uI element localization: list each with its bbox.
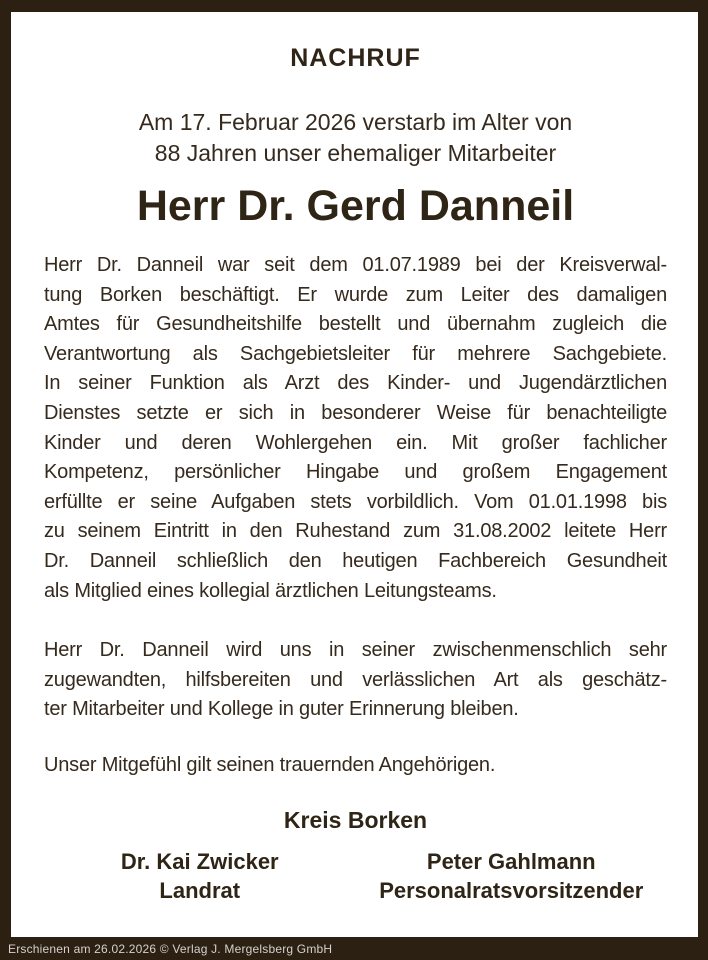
- signature-landrat: [44, 847, 356, 905]
- intro-text: [44, 107, 667, 169]
- obituary-content: [11, 12, 698, 937]
- signature-role: Personalratsvorsitzender: [379, 877, 644, 903]
- intro-line-1: Am 17. Februar 2026 verstarb im Alter von: [138, 109, 573, 135]
- body-line: zu seinem Eintritt in den Ruhestand zum 31.08.2002 leitete Herr: [44, 520, 667, 543]
- footer-bar: [0, 937, 708, 960]
- paragraph-remembrance: [44, 636, 667, 725]
- body-line: als Mitglied eines kollegial ärztlichen Leitungsteams.: [44, 579, 497, 602]
- body-line: zugewandten, hilfsbereiten und verlässlichen Art als geschätz-: [44, 668, 667, 691]
- obituary-body: [44, 251, 667, 781]
- body-line: tung Borken beschäftigt. Er wurde zum Leiter des damaligen: [44, 283, 667, 306]
- signature-role: Landrat: [159, 877, 241, 903]
- paragraph-condolence: [44, 751, 667, 781]
- body-line: Herr Dr. Danneil war seit dem 01.07.1989 bei der Kreisverwal-: [44, 254, 667, 276]
- imprint-text: Erschienen am 26.02.2026 © Verlag J. Mergelsberg GmbH: [8, 941, 333, 956]
- body-line: Kompetenz, persönlicher Hingabe und großem Engagement: [44, 461, 667, 484]
- body-line: In seiner Funktion als Arzt des Kinder- und Jugendärztlichen: [44, 372, 667, 395]
- deceased-name: Herr Dr. Gerd Danneil: [136, 182, 575, 230]
- body-line: Kinder und deren Wohlergehen ein. Mit großer fachlicher: [44, 431, 667, 454]
- signature-personalrat: [356, 847, 668, 905]
- body-line: Dienstes setzte er sich in besonderer Weise für benachteiligte: [44, 401, 667, 424]
- signature-name: Peter Gahlmann: [426, 848, 596, 874]
- organization-name: Kreis Borken: [283, 806, 428, 833]
- body-line: Dr. Danneil schließlich den heutigen Fachbereich Gesundheit: [44, 549, 667, 572]
- body-line: Unser Mitgefühl gilt seinen trauernden Angehörigen.: [44, 753, 496, 776]
- signature-name: Dr. Kai Zwicker: [120, 848, 279, 874]
- body-line: Amtes für Gesundheitshilfe bestellt und übernahm zugleich die: [44, 313, 667, 336]
- body-line: ter Mitarbeiter und Kollege in guter Erinnerung bleiben.: [44, 698, 519, 721]
- intro-line-2: 88 Jahren unser ehemaliger Mitarbeiter: [154, 140, 557, 166]
- paragraph-career: [44, 251, 667, 606]
- body-line: erfüllte er seine Aufgaben stets vorbildlich. Vom 01.01.1998 bis: [44, 490, 667, 513]
- body-line: Verantwortung als Sachgebietsleiter für mehrere Sachgebiete.: [44, 342, 667, 365]
- signatures: [44, 847, 667, 905]
- body-line: Herr Dr. Danneil wird uns in seiner zwischenmenschlich sehr: [44, 639, 667, 662]
- page-title: NACHRUF: [290, 44, 421, 72]
